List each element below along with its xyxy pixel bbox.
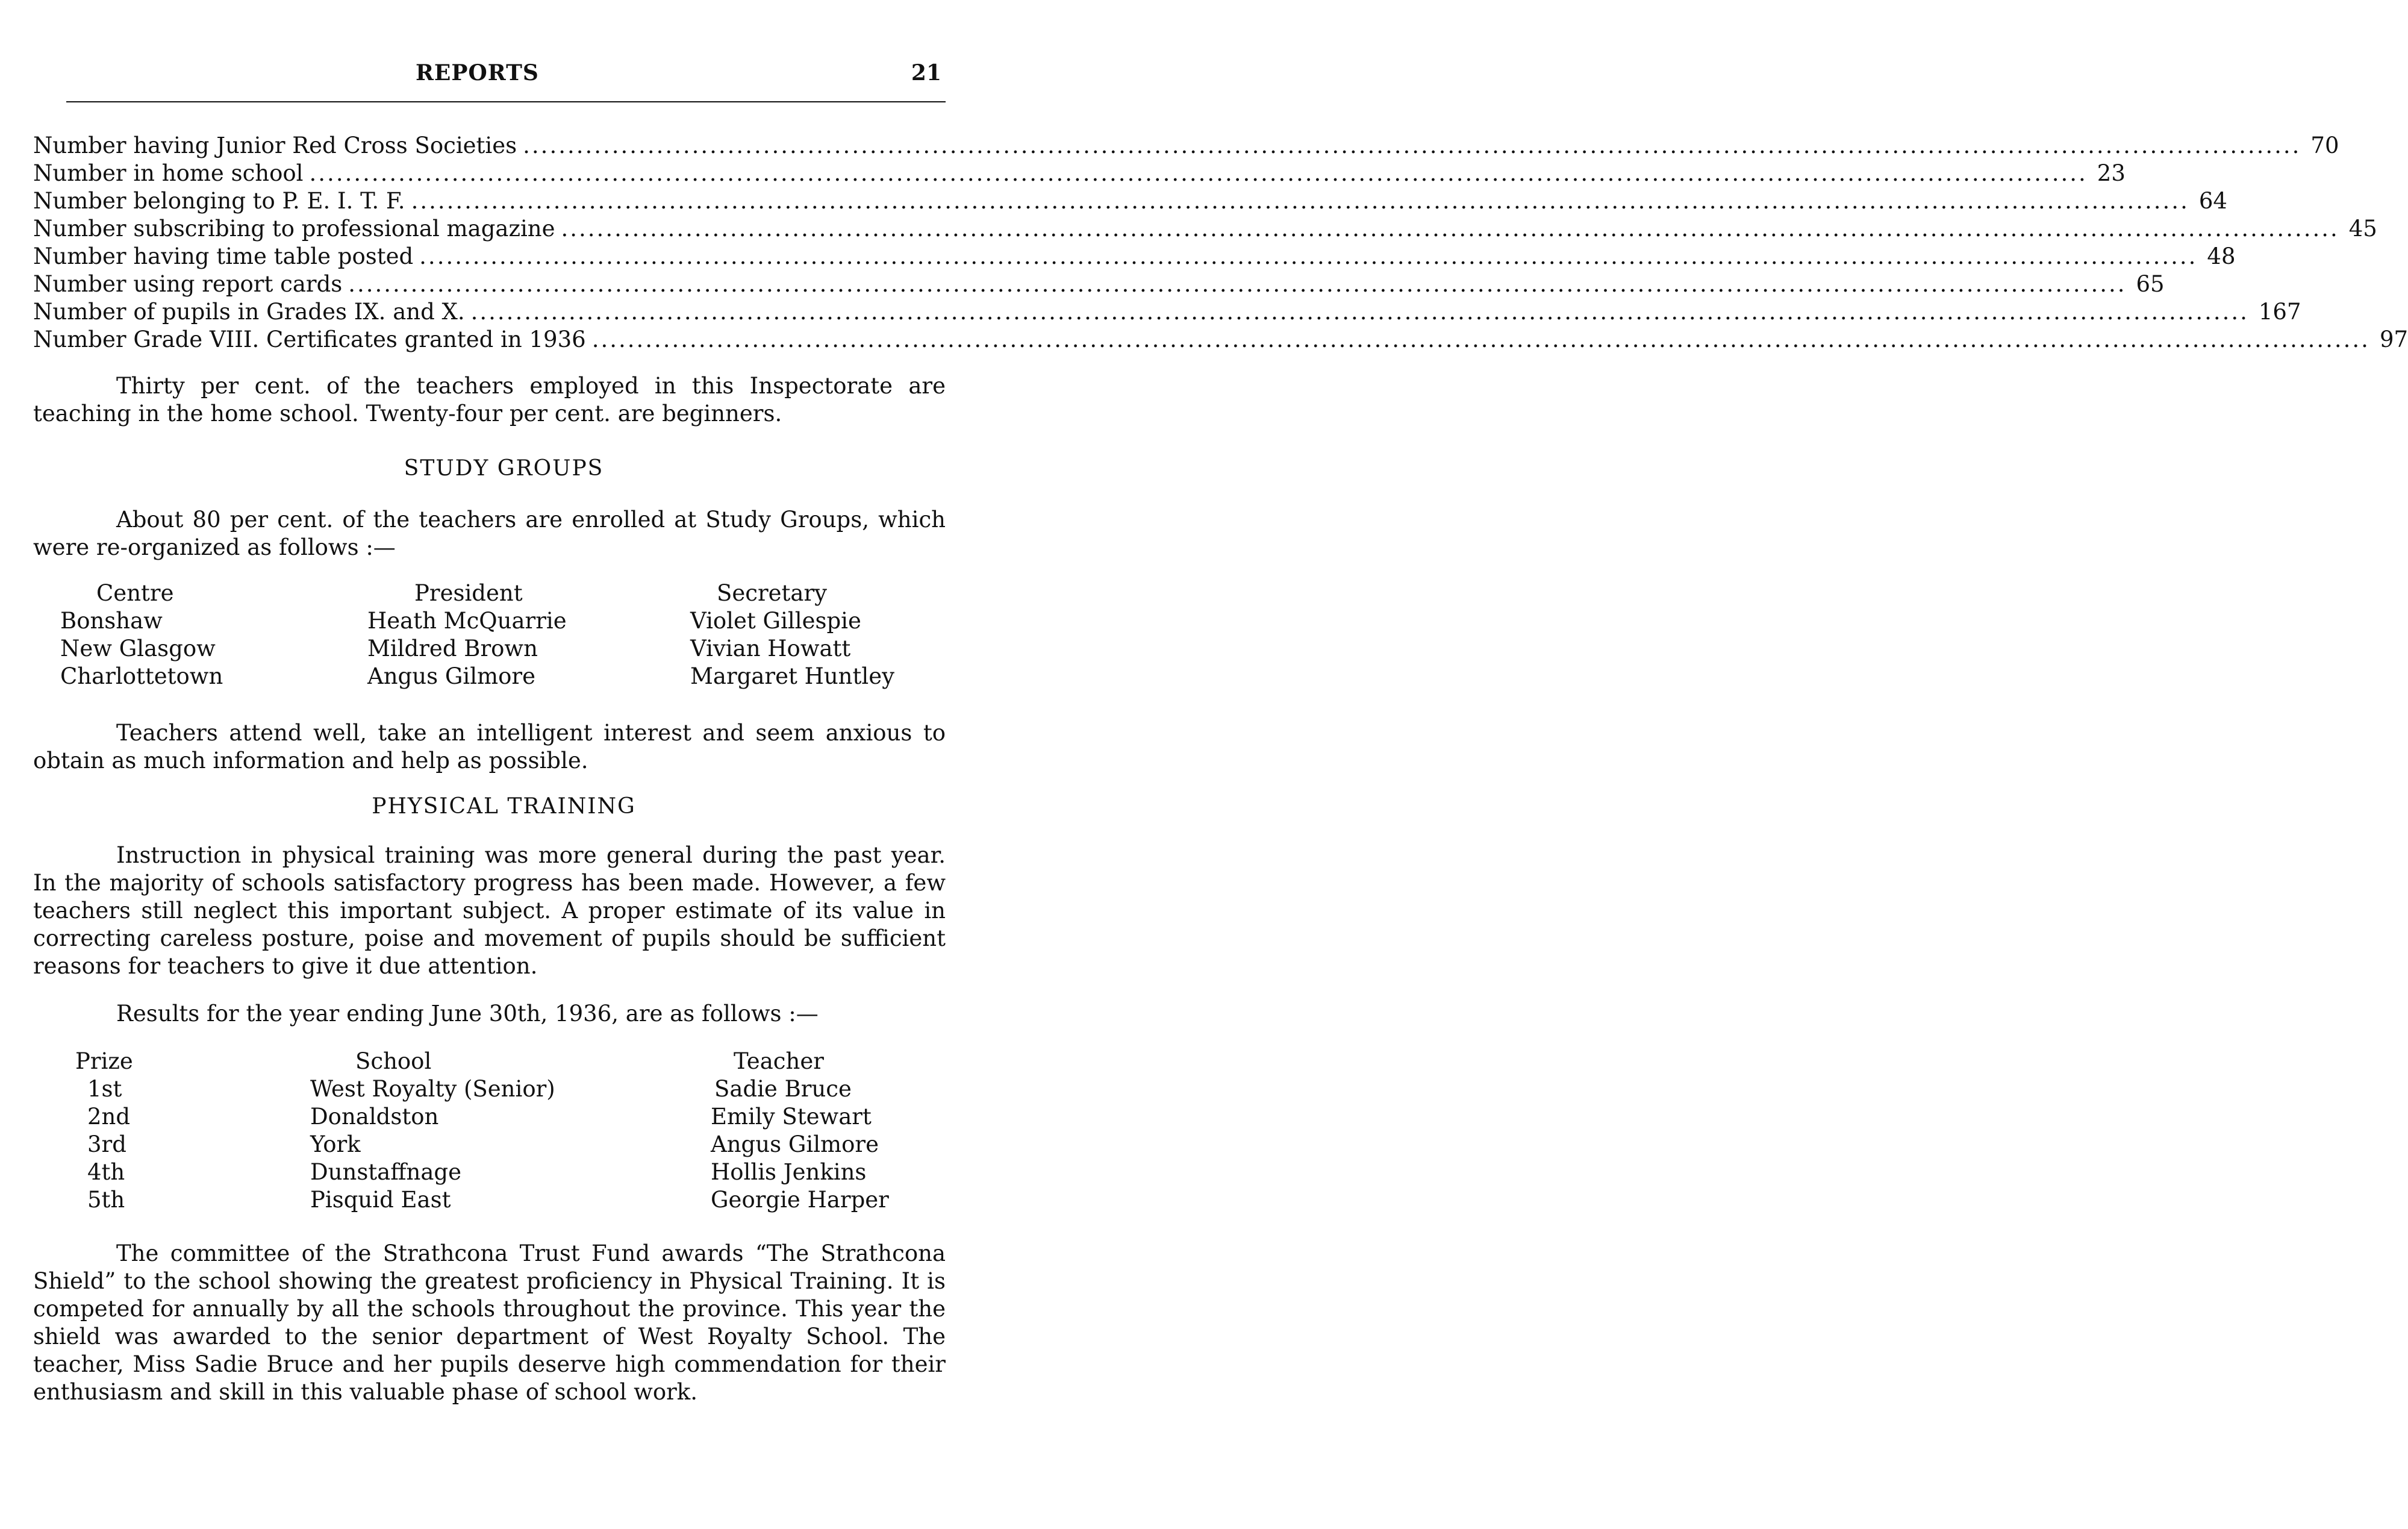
president-cell: Heath McQuarrie	[367, 608, 567, 634]
column-header-secretary: Secretary	[717, 580, 828, 606]
study-groups-heading: STUDY GROUPS	[404, 456, 604, 481]
president-cell: Angus Gilmore	[367, 663, 535, 689]
results-intro: Results for the year ending June 30th, 1936, are as follows :—	[116, 1001, 819, 1027]
stat-label: Number using report cards	[33, 271, 343, 297]
physical-training-paragraph: Instruction in physical training was more general during the past year. In the majority of schools satisfactory progress has been made. However, a few teachers still neglect this important subject. A proper estimate of its value in correcting careless posture, poise and movement of pupils should be sufficient reasons for teachers to give it due attention.	[33, 842, 946, 979]
secretary-cell: Violet Gillespie	[690, 608, 861, 634]
secretary-cell: Margaret Huntley	[690, 663, 895, 689]
stat-value: 70	[2310, 133, 2339, 158]
table-header-row	[0, 580, 1008, 608]
school-cell: Donaldston	[310, 1104, 439, 1130]
dot-leader: ........................................................................................................................................................................................................	[348, 271, 2127, 297]
strathcona-paragraph: The committee of the Strathcona Trust Fund awards “The Strathcona Shield” to the school showing the greatest proficiency in Physical Training. It is competed for annually by all the schools throughout the province. This year the shield was awarded to the senior department of West Royalty School. The teacher, Miss Sadie Bruce and her pupils deserve high commendation for their enthusiasm and skill in this valuable phase of school work.	[33, 1240, 946, 1405]
running-header-title: REPORTS	[416, 60, 539, 86]
teachers-paragraph: Thirty per cent. of the teachers employed in this Inspectorate are teaching in the home school. Twenty-four per cent. are beginners.	[33, 373, 946, 427]
statistics-list	[33, 133, 2408, 354]
stat-label: Number subscribing to professional magazine	[33, 216, 555, 242]
school-cell: York	[310, 1131, 361, 1157]
prize-results-table	[0, 1048, 1008, 1215]
table-row	[0, 1159, 1008, 1187]
stat-row	[33, 188, 2227, 216]
dot-leader: ........................................................................................................................................................................................................	[470, 299, 2249, 325]
stat-label: Number in home school	[33, 160, 304, 186]
prize-cell: 4th	[87, 1159, 125, 1185]
study-groups-table	[0, 580, 1008, 691]
centre-cell: New Glasgow	[60, 636, 216, 661]
teacher-cell: Hollis Jenkins	[711, 1159, 867, 1185]
stat-label: Number Grade VIII. Certificates granted in 1936	[33, 327, 586, 352]
school-cell: West Royalty (Senior)	[310, 1076, 555, 1102]
table-row	[0, 608, 1008, 636]
stat-value: 48	[2207, 243, 2236, 269]
stat-value: 97	[2379, 327, 2408, 352]
study-groups-outro: Teachers attend well, take an intelligent interest and seem anxious to obtain as much information and help as possible.	[33, 720, 946, 774]
president-cell: Mildred Brown	[367, 636, 538, 661]
stat-value: 64	[2198, 188, 2227, 214]
stat-row	[33, 299, 2301, 327]
stat-row	[33, 243, 2236, 271]
column-header-centre: Centre	[96, 580, 174, 606]
stat-value: 167	[2258, 299, 2301, 325]
stat-row	[33, 216, 2377, 243]
teacher-cell: Angus Gilmore	[711, 1131, 879, 1157]
column-header-prize: Prize	[75, 1048, 133, 1074]
table-row	[0, 1131, 1008, 1159]
table-row	[0, 1076, 1008, 1104]
physical-training-heading: PHYSICAL TRAINING	[372, 794, 636, 819]
school-cell: Pisquid East	[310, 1187, 451, 1213]
column-header-school: School	[355, 1048, 432, 1074]
column-header-president: President	[414, 580, 523, 606]
teacher-cell: Emily Stewart	[711, 1104, 872, 1130]
stat-row	[33, 271, 2165, 299]
table-header-row	[0, 1048, 1008, 1076]
centre-cell: Charlottetown	[60, 663, 223, 689]
stat-row	[33, 133, 2339, 160]
prize-cell: 5th	[87, 1187, 125, 1213]
stat-value: 45	[2348, 216, 2377, 242]
stat-row	[33, 160, 2126, 188]
page-number: 21	[911, 60, 941, 86]
stat-label: Number belonging to P. E. I. T. F.	[33, 188, 405, 214]
column-header-teacher: Teacher	[734, 1048, 824, 1074]
centre-cell: Bonshaw	[60, 608, 163, 634]
school-cell: Dunstaffnage	[310, 1159, 461, 1185]
table-row	[0, 663, 1008, 691]
stat-value: 23	[2097, 160, 2126, 186]
dot-leader: ........................................................................................................................................................................................................	[523, 133, 2301, 158]
dot-leader: ........................................................................................................................................................................................................	[411, 188, 2189, 214]
dot-leader: ........................................................................................................................................................................................................	[561, 216, 2339, 242]
stat-row	[33, 327, 2408, 354]
prize-cell: 1st	[87, 1076, 122, 1102]
study-groups-intro: About 80 per cent. of the teachers are enrolled at Study Groups, which were re-organized as follows :—	[33, 507, 946, 560]
table-row	[0, 636, 1008, 663]
teacher-cell: Georgie Harper	[711, 1187, 889, 1213]
stat-label: Number having time table posted	[33, 243, 414, 269]
table-row	[0, 1187, 1008, 1215]
dot-leader: ........................................................................................................................................................................................................	[419, 243, 2198, 269]
header-rule	[66, 101, 946, 102]
stat-value: 65	[2136, 271, 2165, 297]
stat-label: Number of pupils in Grades IX. and X.	[33, 299, 465, 325]
dot-leader: ........................................................................................................................................................................................................	[309, 160, 2088, 186]
teacher-cell: Sadie Bruce	[714, 1076, 852, 1102]
stat-label: Number having Junior Red Cross Societies	[33, 133, 517, 158]
table-row	[0, 1104, 1008, 1131]
prize-cell: 2nd	[87, 1104, 131, 1130]
secretary-cell: Vivian Howatt	[690, 636, 851, 661]
dot-leader: ........................................................................................................................................................................................................	[591, 327, 2370, 352]
prize-cell: 3rd	[87, 1131, 126, 1157]
